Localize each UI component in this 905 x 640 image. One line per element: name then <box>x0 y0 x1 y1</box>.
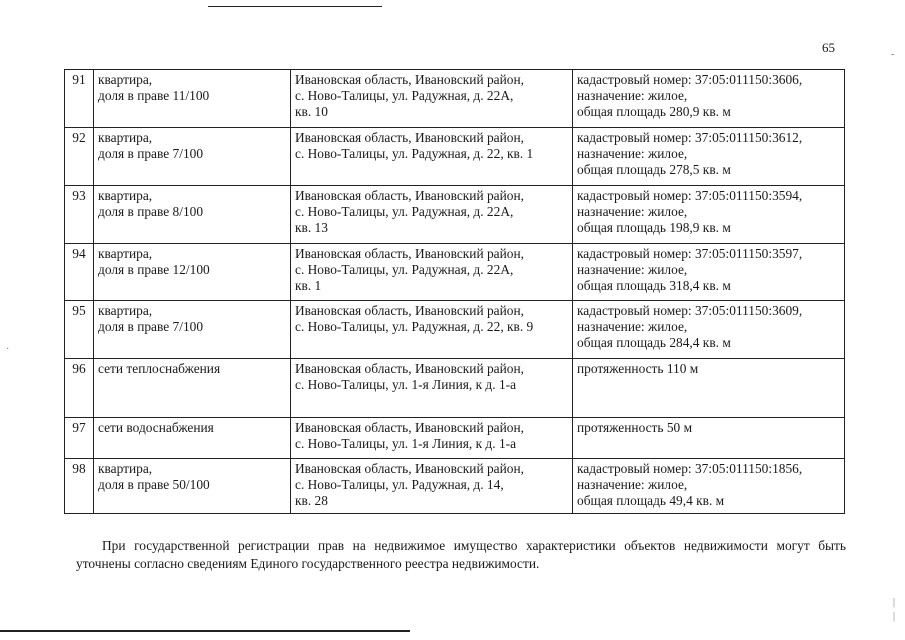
object-line: доля в праве 50/100 <box>98 477 210 492</box>
table-row <box>65 244 845 301</box>
object-line: квартира, <box>98 461 153 476</box>
details-line: общая площадь 49,4 кв. м <box>577 493 725 508</box>
top-rule <box>208 6 382 7</box>
details-line: общая площадь 198,9 кв. м <box>577 220 731 235</box>
details-line: назначение: жилое, <box>577 146 688 161</box>
object-line: доля в праве 7/100 <box>98 146 204 161</box>
table-row <box>65 70 845 128</box>
details-line: назначение: жилое, <box>577 319 688 334</box>
table-row <box>65 459 845 514</box>
address-line: Ивановская область, Ивановский район, <box>295 188 524 203</box>
property-table-body <box>65 70 845 514</box>
details-cell <box>573 301 845 359</box>
object-line: квартира, <box>98 303 153 318</box>
table-row <box>65 186 845 244</box>
row-number: 91 <box>65 70 94 128</box>
details-cell <box>573 418 845 459</box>
details-line: общая площадь 278,5 кв. м <box>577 162 731 177</box>
object-cell <box>94 70 291 128</box>
address-line: Ивановская область, Ивановский район, <box>295 361 524 376</box>
address-line: с. Ново-Талицы, ул. Радужная, д. 22, кв. 1 <box>295 146 534 161</box>
details-line: кадастровый номер: 37:05:011150:3597, <box>577 246 803 261</box>
object-line: квартира, <box>98 72 153 87</box>
details-line: кадастровый номер: 37:05:011150:3594, <box>577 188 803 203</box>
scan-mark: | <box>893 597 896 608</box>
object-line: квартира, <box>98 246 153 261</box>
object-line: доля в праве 8/100 <box>98 204 204 219</box>
address-cell <box>291 244 573 301</box>
object-cell <box>94 359 291 418</box>
details-line: общая площадь 284,4 кв. м <box>577 335 731 350</box>
address-cell <box>291 418 573 459</box>
object-cell <box>94 418 291 459</box>
address-line: с. Ново-Талицы, ул. Радужная, д. 22, кв. 9 <box>295 319 534 334</box>
object-line: доля в праве 12/100 <box>98 262 210 277</box>
table-row <box>65 301 845 359</box>
object-line: доля в праве 7/100 <box>98 319 204 334</box>
details-line: кадастровый номер: 37:05:011150:3612, <box>577 130 803 145</box>
registration-note: При государственной регистрации прав на недвижимое имущество характеристики объектов недвижимости могут быть уточнены согласно сведениям Единого государственного реестра недвижимости. <box>76 538 846 571</box>
address-line: Ивановская область, Ивановский район, <box>295 72 524 87</box>
table-row <box>65 359 845 418</box>
address-line: с. Ново-Талицы, ул. 1-я Линия, к д. 1-а <box>295 377 517 392</box>
address-line: Ивановская область, Ивановский район, <box>295 130 524 145</box>
details-cell <box>573 244 845 301</box>
address-cell <box>291 70 573 128</box>
details-line: общая площадь 280,9 кв. м <box>577 104 731 119</box>
address-line: Ивановская область, Ивановский район, <box>295 246 524 261</box>
row-number: 97 <box>65 418 94 459</box>
table-row <box>65 128 845 186</box>
address-cell <box>291 459 573 514</box>
details-cell <box>573 128 845 186</box>
details-line: назначение: жилое, <box>577 204 688 219</box>
scan-mark: | <box>893 611 896 622</box>
address-cell <box>291 359 573 418</box>
object-cell <box>94 128 291 186</box>
address-line: Ивановская область, Ивановский район, <box>295 461 524 476</box>
scan-mark: - <box>891 49 895 60</box>
table-row <box>65 418 845 459</box>
address-line: Ивановская область, Ивановский район, <box>295 420 524 435</box>
details-line: назначение: жилое, <box>577 88 688 103</box>
object-cell <box>94 459 291 514</box>
address-line: кв. 10 <box>295 104 328 119</box>
details-line: кадастровый номер: 37:05:011150:3606, <box>577 72 803 87</box>
address-line: с. Ново-Талицы, ул. Радужная, д. 14, <box>295 477 504 492</box>
address-line: кв. 1 <box>295 278 322 293</box>
row-number: 96 <box>65 359 94 418</box>
details-line: кадастровый номер: 37:05:011150:3609, <box>577 303 803 318</box>
address-line: с. Ново-Талицы, ул. 1-я Линия, к д. 1-а <box>295 436 517 451</box>
details-line: назначение: жилое, <box>577 262 688 277</box>
address-line: Ивановская область, Ивановский район, <box>295 303 524 318</box>
address-line: кв. 28 <box>295 493 328 508</box>
row-number: 93 <box>65 186 94 244</box>
object-line: сети водоснабжения <box>98 420 214 435</box>
object-line: квартира, <box>98 130 153 145</box>
address-cell <box>291 128 573 186</box>
details-line: протяженность 50 м <box>577 420 693 435</box>
address-line: с. Ново-Талицы, ул. Радужная, д. 22А, <box>295 204 514 219</box>
details-line: назначение: жилое, <box>577 477 688 492</box>
row-number: 95 <box>65 301 94 359</box>
details-line: протяженность 110 м <box>577 361 699 376</box>
details-line: общая площадь 318,4 кв. м <box>577 278 731 293</box>
details-cell <box>573 359 845 418</box>
details-cell <box>573 186 845 244</box>
property-table <box>64 69 845 514</box>
object-line: доля в праве 11/100 <box>98 88 210 103</box>
scan-mark: · <box>6 344 10 355</box>
address-cell <box>291 186 573 244</box>
address-line: с. Ново-Талицы, ул. Радужная, д. 22А, <box>295 262 514 277</box>
object-line: квартира, <box>98 188 153 203</box>
address-cell <box>291 301 573 359</box>
row-number: 98 <box>65 459 94 514</box>
object-cell <box>94 186 291 244</box>
row-number: 94 <box>65 244 94 301</box>
bottom-rule <box>0 630 410 632</box>
row-number: 92 <box>65 128 94 186</box>
object-cell <box>94 244 291 301</box>
object-cell <box>94 301 291 359</box>
address-line: кв. 13 <box>295 220 328 235</box>
page-number: 65 <box>822 40 835 55</box>
details-line: кадастровый номер: 37:05:011150:1856, <box>577 461 803 476</box>
details-cell <box>573 459 845 514</box>
object-line: сети теплоснабжения <box>98 361 221 376</box>
address-line: с. Ново-Талицы, ул. Радужная, д. 22А, <box>295 88 514 103</box>
details-cell <box>573 70 845 128</box>
